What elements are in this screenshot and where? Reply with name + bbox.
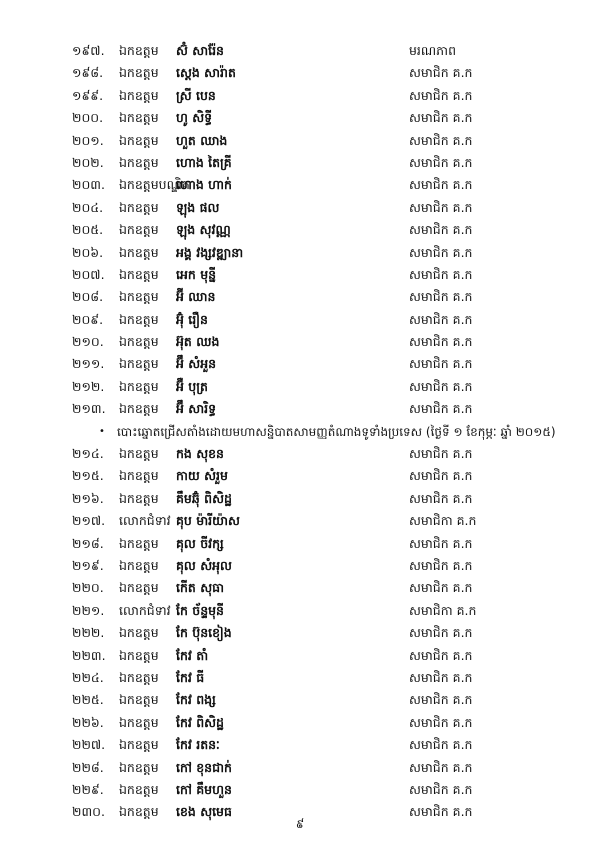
member-status: សមាជិក គ.ក xyxy=(409,625,473,641)
member-status: សមាជិក គ.ក xyxy=(409,110,473,126)
member-status: សមាជិក គ.ក xyxy=(409,759,473,775)
honorific: ឯកឧត្តម xyxy=(119,446,159,462)
member-status: សមាជិក គ.ក xyxy=(409,334,473,350)
member-name: ខេង សុមេធ xyxy=(176,804,232,820)
member-status: សមាជិក គ.ក xyxy=(409,804,473,820)
member-status: សមាជិក គ.ក xyxy=(409,177,473,193)
member-name: ស៊ំ សារ៉ែន xyxy=(176,43,224,58)
honorific: ឯកឧត្តម xyxy=(119,199,159,215)
member-status: សមាជិក គ.ក xyxy=(409,557,473,573)
honorific: ឯកឧត្តម xyxy=(119,266,159,282)
item-number: ២០៥. xyxy=(72,222,104,238)
item-number: ២០១. xyxy=(72,132,104,148)
item-number: ២១០. xyxy=(72,334,104,350)
member-name: អ៊ឺ បុត្រ xyxy=(176,378,208,394)
honorific: ឯកឧត្តម xyxy=(119,737,159,753)
list-item xyxy=(0,465,600,487)
item-number: ២១៤. xyxy=(72,446,104,462)
item-number: ២២៥. xyxy=(72,692,104,708)
list-item xyxy=(0,398,600,420)
member-name: អ៊ឹ សារិទ្ធ xyxy=(176,401,217,417)
member-status: សមាជិក គ.ក xyxy=(409,580,473,596)
member-status: សមាជិក គ.ក xyxy=(409,87,473,103)
member-name: គឹមឆ៊ុំ ពិសិដ្ឋ xyxy=(176,490,232,506)
item-number: ២០៨. xyxy=(72,289,104,305)
member-name: កែវ ពិសិដ្ឋ xyxy=(176,714,224,730)
member-status: សមាជិក គ.ក xyxy=(409,289,473,305)
item-number: ២៣០. xyxy=(72,804,105,820)
member-name: ហោង តៃគ្រី xyxy=(176,154,232,170)
member-status: សមាជិក គ.ក xyxy=(409,401,473,417)
item-number: ១៩៧. xyxy=(72,43,105,58)
honorific: លោកជំទាវ xyxy=(119,602,171,618)
honorific: ឯកឧត្តម xyxy=(119,692,159,708)
item-number: ២០៣. xyxy=(72,177,105,193)
item-number: ២២១. xyxy=(72,602,105,618)
item-number: ២០៦. xyxy=(72,244,104,260)
honorific: ឯកឧត្តម xyxy=(119,490,159,506)
honorific: ឯកឧត្តម xyxy=(119,43,159,58)
member-status: មរណភាព xyxy=(409,43,456,58)
honorific: ឯកឧត្តម xyxy=(119,289,159,305)
member-name: កែវ ពង្ស xyxy=(176,692,216,708)
list-item xyxy=(0,577,600,599)
item-number: ២១៣. xyxy=(72,401,106,417)
member-status: សមាជិក គ.ក xyxy=(409,65,473,81)
member-name: កែវ តាំ xyxy=(176,647,209,663)
honorific: ឯកឧត្តម xyxy=(119,244,159,260)
member-name: គុប ម៉ារីយ៉ាស xyxy=(176,513,240,529)
honorific: ឯកឧត្តម xyxy=(119,647,159,663)
item-number: ២១៨. xyxy=(72,535,104,551)
honorific: ឯកឧត្តម xyxy=(119,378,159,394)
honorific: ឯកឧត្តម xyxy=(119,154,159,170)
member-status: សមាជិក គ.ក xyxy=(409,222,473,238)
list-item xyxy=(0,645,600,667)
page-number: ៩ xyxy=(295,817,305,831)
item-number: ២២២. xyxy=(72,625,105,641)
list-item xyxy=(0,130,600,152)
member-status: សមាជិក គ.ក xyxy=(409,468,473,484)
member-status: សមាជិក គ.ក xyxy=(409,266,473,282)
member-status: សមាជិកា គ.ក xyxy=(409,513,477,529)
member-status: សមាជិក គ.ក xyxy=(409,311,473,327)
honorific: ឯកឧត្តម xyxy=(119,110,159,126)
member-status: សមាជិក គ.ក xyxy=(409,132,473,148)
honorific: ឯកឧត្តម xyxy=(119,714,159,730)
list-item xyxy=(0,62,600,84)
member-list-part-2 xyxy=(0,443,600,824)
item-number: ១៩៩. xyxy=(72,87,104,103)
list-item xyxy=(0,734,600,756)
honorific: ឯកឧត្តម xyxy=(119,311,159,327)
member-name: អ៊ុត ឈង xyxy=(176,334,220,350)
honorific: ឯកឧត្តម xyxy=(119,356,159,372)
member-name: អេក មុន្នី xyxy=(176,266,217,282)
list-item xyxy=(0,219,600,241)
honorific: ឯកឧត្តម xyxy=(119,87,159,103)
member-status: សមាជិក គ.ក xyxy=(409,378,473,394)
member-status: សមាជិក គ.ក xyxy=(409,154,473,170)
list-item xyxy=(0,689,600,711)
honorific: ឯកឧត្តម xyxy=(119,804,159,820)
item-number: ២២៣. xyxy=(72,647,106,663)
list-item xyxy=(0,376,600,398)
member-name: កាយ សំរួម xyxy=(176,468,228,484)
member-list-part-1 xyxy=(0,40,600,421)
list-item xyxy=(0,353,600,375)
item-number: ២១៥. xyxy=(72,468,104,484)
member-name: គុល សំអុល xyxy=(176,557,232,573)
member-status: សមាជិក គ.ក xyxy=(409,714,473,730)
list-item xyxy=(0,40,600,62)
member-list xyxy=(0,40,600,824)
list-item xyxy=(0,174,600,196)
honorific: ឯកឧត្តម xyxy=(119,334,159,350)
member-name: កែ ប៊ុនខៀង xyxy=(176,625,232,641)
member-name: កៅ ខុនជាក់ xyxy=(176,759,232,775)
honorific: ឯកឧត្តមបណ្ឌិត xyxy=(119,177,190,193)
honorific: ឯកឧត្តម xyxy=(119,580,159,596)
election-heading: បោះឆ្នោតជ្រើសតាំងដោយមហាសន្និបាតសាមញ្ញតំណាងទូទាំងប្រទេស (ថ្ងៃទី ១ ខែកុម្ភៈ ឆ្នាំ ២០១៥) xyxy=(117,424,556,439)
member-status: សមាជិក គ.ក xyxy=(409,535,473,551)
honorific: លោកជំទាវ xyxy=(119,513,171,529)
member-name: កៅ គឹមហួន xyxy=(176,781,232,797)
member-status: សមាជិក គ.ក xyxy=(409,490,473,506)
member-name: ស្រី បេន xyxy=(176,87,216,103)
list-item xyxy=(0,264,600,286)
list-item xyxy=(0,533,600,555)
honorific: ឯកឧត្តម xyxy=(119,401,159,417)
member-name: ហោង ហាក់ xyxy=(176,177,232,193)
item-number: ២១៩. xyxy=(72,557,104,573)
member-name: អ៊ី ឈាន xyxy=(176,289,216,305)
honorific: ឯកឧត្តម xyxy=(119,65,159,81)
item-number: ២០៩. xyxy=(72,311,104,327)
member-status: សមាជិក គ.ក xyxy=(409,692,473,708)
item-number: ២២៤. xyxy=(72,669,104,685)
member-name: កែវ ធី xyxy=(176,669,205,685)
item-number: ២០៤. xyxy=(72,199,104,215)
item-number: ១៩៨. xyxy=(72,65,104,81)
member-name: ហួត ឈាង xyxy=(176,132,228,148)
member-status: សមាជិក គ.ក xyxy=(409,669,473,685)
member-status: សមាជិក គ.ក xyxy=(409,781,473,797)
item-number: ២១៦. xyxy=(72,490,104,506)
list-item xyxy=(0,600,600,622)
list-item xyxy=(0,309,600,331)
list-item xyxy=(0,152,600,174)
list-item xyxy=(0,510,600,532)
honorific: ឯកឧត្តម xyxy=(119,781,159,797)
member-name: អ៊ឹ សំអួន xyxy=(176,356,217,372)
member-status: សមាជិក គ.ក xyxy=(409,737,473,753)
member-name: កើត សុធា xyxy=(176,580,224,596)
member-name: អង្គ វង្សវឌ្ឍានា xyxy=(176,244,244,260)
list-item xyxy=(0,622,600,644)
member-name: កែ ច័ន្ទមុនី xyxy=(176,602,224,618)
election-heading-row xyxy=(0,421,600,443)
member-name: កែវ រតនៈ xyxy=(176,737,220,753)
member-name: កង សុខន xyxy=(176,446,224,462)
item-number: ២២៧. xyxy=(72,737,106,753)
honorific: ឯកឧត្តម xyxy=(119,222,159,238)
member-status: សមាជិក គ.ក xyxy=(409,199,473,215)
member-status: សមាជិក គ.ក xyxy=(409,244,473,260)
item-number: ២០២. xyxy=(72,154,104,170)
list-item xyxy=(0,488,600,510)
honorific: ឯកឧត្តម xyxy=(119,468,159,484)
member-name: ឡុង សុវណ្ណ xyxy=(176,222,231,238)
list-item xyxy=(0,712,600,734)
item-number: ២១២. xyxy=(72,378,105,394)
item-number: ២១១. xyxy=(72,356,105,372)
honorific: ឯកឧត្តម xyxy=(119,669,159,685)
list-item xyxy=(0,757,600,779)
honorific: ឯកឧត្តម xyxy=(119,132,159,148)
member-name: ស្តេង សារ៉ាត xyxy=(176,65,236,81)
list-item xyxy=(0,197,600,219)
member-name: គុល ចីវក្ស xyxy=(176,535,224,551)
member-name: ឡុង ផល xyxy=(176,199,220,215)
item-number: ២១៧. xyxy=(72,513,106,529)
list-item xyxy=(0,667,600,689)
item-number: ២២៨. xyxy=(72,759,104,775)
member-name: ហូ សិទ្ធី xyxy=(176,110,213,126)
item-number: ២២៦. xyxy=(72,714,104,730)
member-status: សមាជិកា គ.ក xyxy=(409,602,477,618)
member-status: សមាជិក គ.ក xyxy=(409,446,473,462)
list-item xyxy=(0,85,600,107)
bullet-icon: • xyxy=(99,425,105,437)
list-item xyxy=(0,555,600,577)
member-status: សមាជិក គ.ក xyxy=(409,647,473,663)
honorific: ឯកឧត្តម xyxy=(119,557,159,573)
honorific: ឯកឧត្តម xyxy=(119,535,159,551)
list-item xyxy=(0,286,600,308)
item-number: ២២០. xyxy=(72,580,104,596)
list-item xyxy=(0,242,600,264)
list-item xyxy=(0,779,600,801)
item-number: ២០៧. xyxy=(72,266,105,282)
honorific: ឯកឧត្តម xyxy=(119,625,159,641)
member-name: អ៊ុំ រឿន xyxy=(176,311,208,327)
list-item xyxy=(0,331,600,353)
member-status: សមាជិក គ.ក xyxy=(409,356,473,372)
item-number: ២២៩. xyxy=(72,781,104,797)
honorific: ឯកឧត្តម xyxy=(119,759,159,775)
list-item xyxy=(0,443,600,465)
item-number: ២០០. xyxy=(72,110,104,126)
list-item xyxy=(0,107,600,129)
